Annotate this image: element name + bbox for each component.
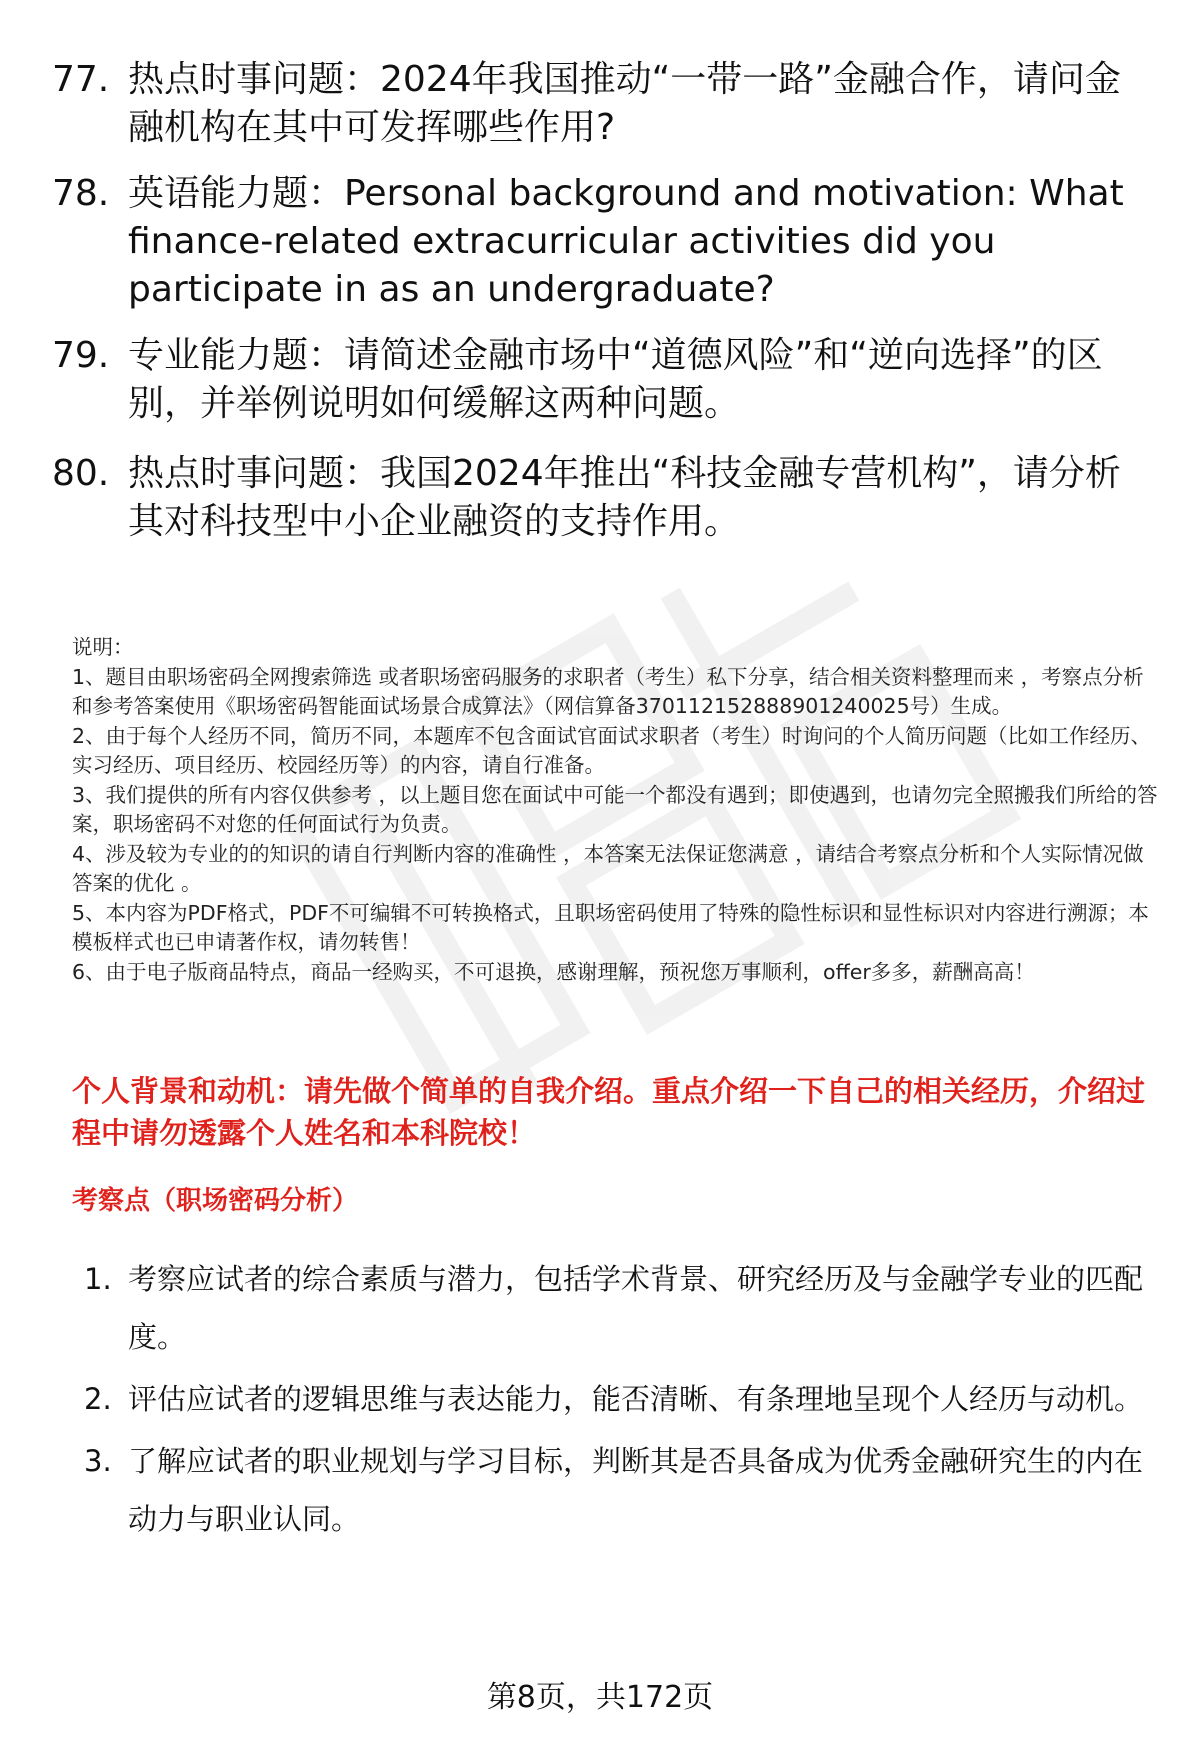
question-text: 热点时事问题：2024年我国推动“一带一路”金融合作，请问金融机构在其中可发挥哪些作用? [128,59,1121,148]
question-number: 77. [52,59,110,100]
notes-item: 1、题目由职场密码全网搜索筛选 或者职场密码服务的求职者（考生）私下分享，结合相关资料整理而来 ，考察点分析和参考答案使用《职场密码智能面试场景合成算法》（网信算备370112152888901240025号）生成。 [72,664,1144,718]
question-text: 热点时事问题：我国2024年推出“科技金融专营机构”，请分析其对科技型中小企业融资的支持作用。 [128,453,1121,542]
question-item [52,332,1152,428]
notes-section [72,633,1162,987]
notes-item: 4、涉及较为专业的的知识的请自行判断内容的准确性 ，本答案无法保证您满意 ，请结合考察点分析和个人实际情况做答案的优化 。 [72,841,1144,895]
question-text: 英语能力题：Personal background and motivation: What finance-related extracurricular activities did you participate in as an undergraduate? [128,173,1124,310]
analysis-point [84,1370,1154,1428]
page-number: 第8页，共172页 [486,1680,714,1715]
analysis-list [84,1250,1154,1552]
question-item [52,450,1152,546]
point-number: 2. [84,1382,112,1416]
notes-item: 2、由于每个人经历不同，简历不同，本题库不包含面试官面试求职者（考生）时询问的个人简历问题（比如工作经历、实习经历、项目经历、校园经历等）的内容，请自行准备。 [72,723,1152,777]
question-number: 80. [52,453,110,494]
question-item [52,56,1152,152]
analysis-point [84,1250,1154,1366]
point-text: 评估应试者的逻辑思维与表达能力，能否清晰、有条理地呈现个人经历与动机。 [128,1382,1144,1416]
notes-item: 6、由于电子版商品特点，商品一经购买，不可退换，感谢理解，预祝您万事顺利，offer多多，薪酬高高！ [72,959,1035,984]
point-number: 1. [84,1262,112,1296]
point-number: 3. [84,1444,112,1478]
analysis-heading: 考察点（职场密码分析） [72,1186,359,1216]
analysis-point [84,1432,1154,1548]
question-number: 78. [52,173,110,214]
question-text: 专业能力题：请简述金融市场中“道德风险”和“逆向选择”的区别，并举例说明如何缓解这两种问题。 [128,335,1103,424]
personal-background-question: 个人背景和动机：请先做个简单的自我介绍。重点介绍一下自己的相关经历，介绍过程中请勿透露个人姓名和本科院校！ [72,1074,1146,1150]
notes-title: 说明： [72,635,134,659]
notes-item: 3、我们提供的所有内容仅供参考 ，以上题目您在面试中可能一个都没有遇到；即使遇到，也请勿完全照搬我们所给的答案，职场密码不对您的任何面试行为负责。 [72,782,1158,836]
question-number: 79. [52,335,110,376]
point-text: 考察应试者的综合素质与潜力，包括学术背景、研究经历及与金融学专业的匹配度。 [128,1262,1144,1354]
notes-item: 5、本内容为PDF格式，PDF不可编辑不可转换格式，且职场密码使用了特殊的隐性标识和显性标识对内容进行溯源；本模板样式也已申请著作权，请勿转售！ [72,900,1149,954]
point-text: 了解应试者的职业规划与学习目标，判断其是否具备成为优秀金融研究生的内在动力与职业认同。 [128,1444,1144,1536]
question-item [52,170,1152,314]
